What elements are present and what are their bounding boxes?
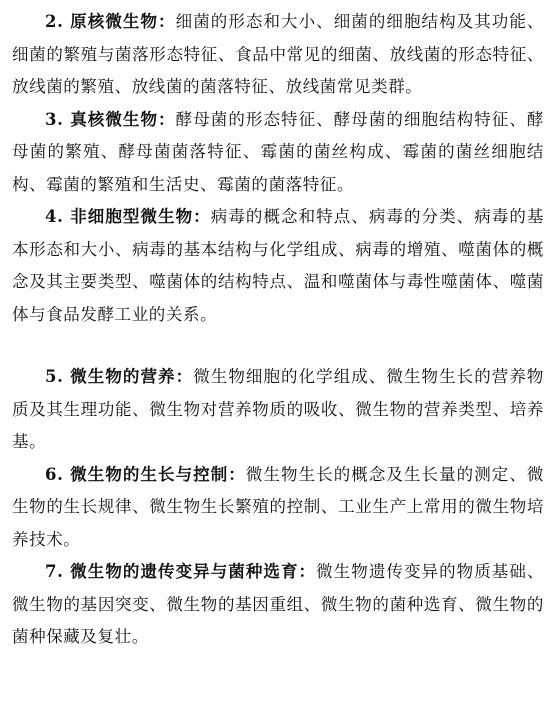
section-heading: 2. 原核微生物： xyxy=(45,12,176,31)
section-body: 微生物细胞的化学组成、微生物生长的营养物质及其生理功能、微生物对营养物质的吸收、微生物的营养类型、培养基。 xyxy=(12,367,544,451)
section-heading: 4. 非细胞型微生物： xyxy=(45,207,211,226)
section-body: 酵母菌的形态特征、酵母菌的细胞结构特征、酵母菌的繁殖、酵母菌菌落特征、霉菌的菌丝构成、霉菌的菌丝细胞结构、霉菌的繁殖和生活史、霉菌的菌落特征。 xyxy=(12,109,544,194)
section-genetics-breeding xyxy=(12,556,544,654)
section-body: 细菌的形态和大小、细菌的细胞结构及其功能、细菌的繁殖与菌落形态特征、食品中常见的细菌、放线菌的形态特征、放线菌的繁殖、放线菌的菌落特征、放线菌常见类群。 xyxy=(12,12,544,96)
section-body: 微生物生长的概念及生长量的测定、微生物的生长规律、微生物生长繁殖的控制、工业生产上常用的微生物培养技术。 xyxy=(12,464,544,549)
section-heading: 7. 微生物的遗传变异与菌种选育： xyxy=(45,562,317,581)
section-heading: 5. 微生物的营养： xyxy=(45,367,194,386)
section-body: 病毒的概念和特点、病毒的分类、病毒的基本形态和大小、病毒的基本结构与化学组成、病毒的增殖、噬菌体的概念及其主要类型、噬菌体的结构特点、温和噬菌体与毒性噬菌体、噬菌体与食品发酵工业的关系。 xyxy=(12,207,544,324)
section-nutrition xyxy=(12,361,544,459)
section-acellular xyxy=(12,201,544,331)
section-prokaryotes xyxy=(12,6,544,104)
section-growth-control xyxy=(12,459,544,557)
section-eukaryotes xyxy=(12,104,544,202)
document-page xyxy=(12,6,544,654)
section-body: 微生物遗传变异的物质基础、微生物的基因突变、微生物的基因重组、微生物的菌种选育、微生物的菌种保藏及复壮。 xyxy=(12,562,544,646)
section-heading: 6. 微生物的生长与控制： xyxy=(45,464,246,484)
section-heading: 3. 真核微生物： xyxy=(45,109,176,129)
